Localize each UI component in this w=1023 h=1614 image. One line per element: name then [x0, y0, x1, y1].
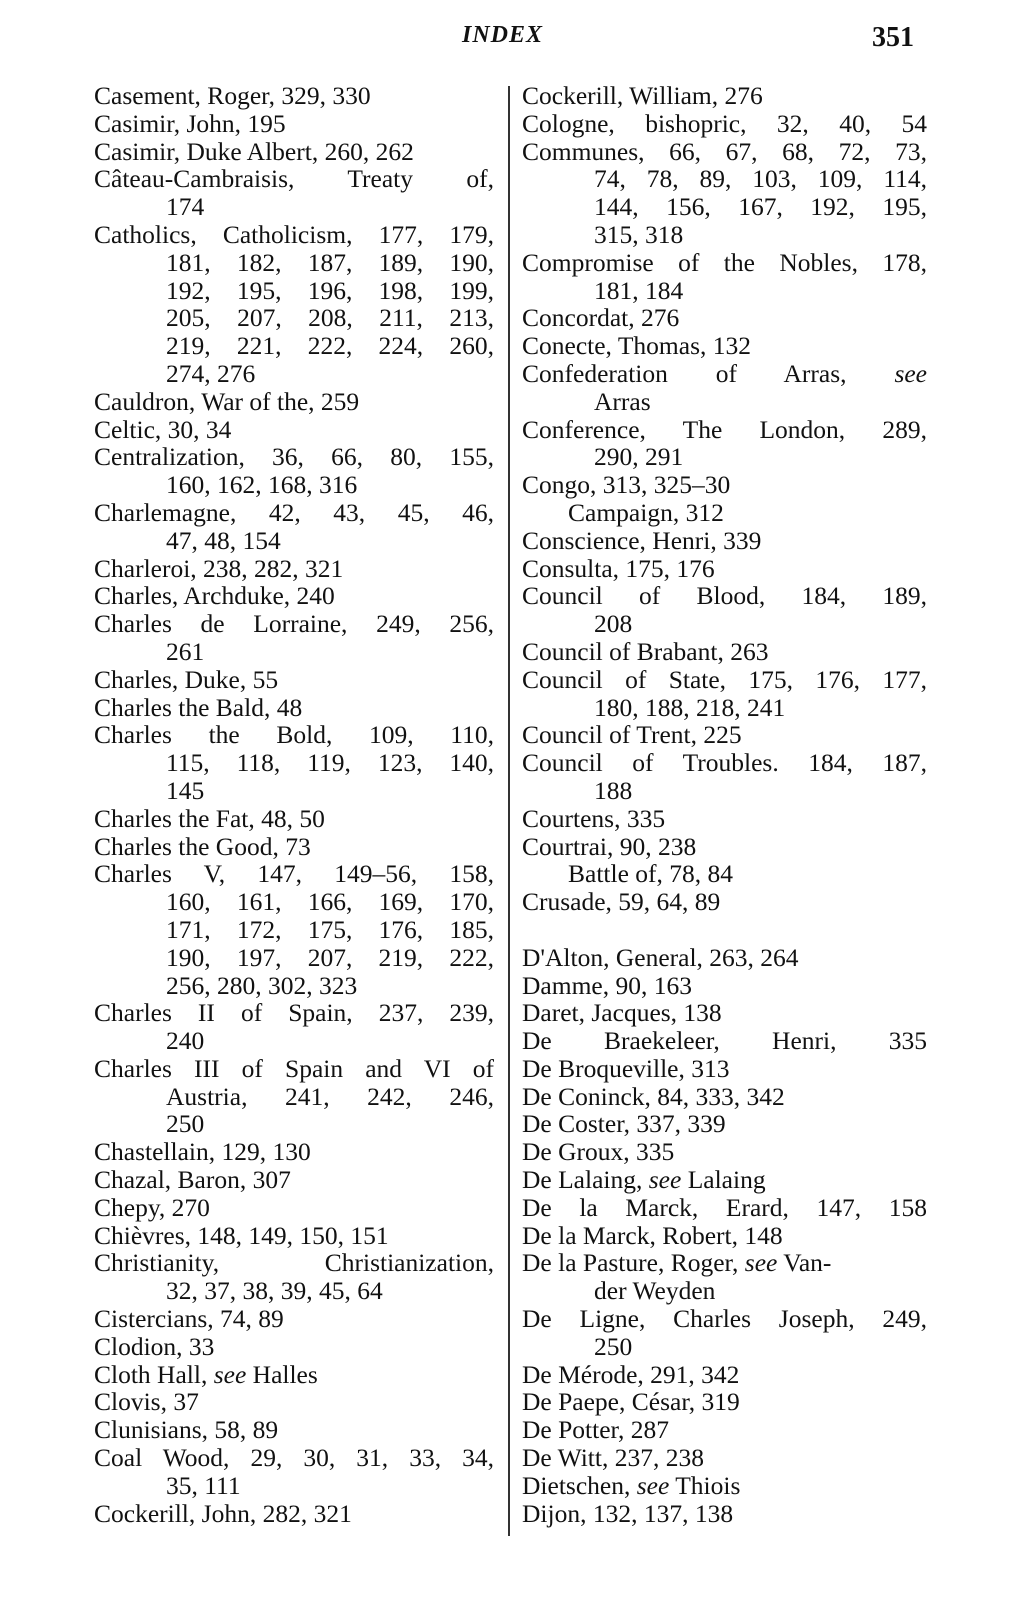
index-entry — [94, 721, 494, 804]
index-entry — [94, 1249, 494, 1305]
index-entry — [522, 555, 927, 583]
index-entry-continuation: 250 — [594, 1331, 633, 1361]
index-entry-line — [522, 1249, 831, 1277]
index-entry — [94, 1222, 494, 1250]
index-entry-text: De Lalaing, — [522, 1165, 649, 1195]
index-entry-continuation: 190, 197, 207, 219, 222, — [166, 942, 494, 972]
index-entry-text: Confederation of Arras, — [522, 358, 895, 388]
index-entry — [94, 610, 494, 666]
index-entry-continuation: 192, 195, 196, 198, 199, — [166, 275, 494, 305]
index-entry-line: Clodion, 33 — [94, 1331, 215, 1361]
index-entry — [94, 416, 494, 444]
index-entry-line: Charles, Archduke, 240 — [94, 581, 335, 611]
index-entry-continuation: 35, 111 — [166, 1470, 241, 1500]
index-entry-text: Dietschen, — [522, 1470, 637, 1500]
column-divider — [508, 86, 510, 1536]
index-entry — [522, 1444, 927, 1472]
index-column-left — [94, 82, 494, 1527]
index-entry — [522, 471, 927, 499]
index-entry — [522, 332, 927, 360]
index-entry — [522, 82, 927, 110]
letter-gap — [522, 916, 927, 944]
index-entry — [522, 1416, 927, 1444]
index-entry-text: Lalaing — [681, 1165, 766, 1195]
index-entry-continuation: 315, 318 — [594, 219, 684, 249]
index-entry — [522, 1361, 927, 1389]
index-entry — [522, 1055, 927, 1083]
index-entry-line: De Coster, 337, 339 — [522, 1109, 726, 1139]
index-entry-line: De la Marck, Erard, 147, 158 — [522, 1192, 927, 1222]
index-entry — [522, 110, 927, 138]
see-reference: see — [744, 1248, 778, 1278]
index-entry — [522, 582, 927, 638]
index-entry-continuation: 160, 162, 168, 316 — [166, 470, 358, 500]
index-entry — [94, 1416, 494, 1444]
index-entry — [522, 499, 927, 527]
index-entry-line: Cockerill, John, 282, 321 — [94, 1498, 352, 1528]
index-entry-line: Casimir, John, 195 — [94, 108, 286, 138]
index-entry-line — [522, 1166, 766, 1194]
index-entry-line: Crusade, 59, 64, 89 — [522, 887, 721, 917]
index-entry-continuation: 171, 172, 175, 176, 185, — [166, 914, 494, 944]
index-entry-line: Council of Blood, 184, 189, — [522, 581, 927, 611]
index-entry-line: De Coninck, 84, 333, 342 — [522, 1081, 785, 1111]
index-entry — [522, 944, 927, 972]
index-entry-line: De Groux, 335 — [522, 1137, 675, 1167]
index-entry — [522, 805, 927, 833]
index-entry-continuation: 180, 188, 218, 241 — [594, 692, 786, 722]
index-entry-continuation: 181, 182, 187, 189, 190, — [166, 247, 494, 277]
index-entry-line: Centralization, 36, 66, 80, 155, — [94, 442, 494, 472]
index-entry — [94, 1055, 494, 1138]
index-entry-line: Council of State, 175, 176, 177, — [522, 664, 927, 694]
index-entry — [94, 694, 494, 722]
index-entry — [522, 1305, 927, 1361]
index-entry — [522, 666, 927, 722]
index-entry-continuation: 261 — [166, 636, 205, 666]
index-entry-continuation: 47, 48, 154 — [166, 525, 281, 555]
index-entry — [522, 749, 927, 805]
index-entry-continuation: 205, 207, 208, 211, 213, — [166, 303, 494, 333]
index-entry-line: Câteau-Cambraisis, Treaty of, — [94, 164, 494, 194]
index-entry-line — [522, 360, 927, 388]
index-entry — [522, 1166, 927, 1194]
index-entry-line: Conscience, Henri, 339 — [522, 525, 762, 555]
index-entry-text: Cloth Hall, — [94, 1359, 214, 1389]
index-entry — [522, 1388, 927, 1416]
index-entry — [94, 582, 494, 610]
index-entry — [94, 666, 494, 694]
index-entry — [522, 1027, 927, 1055]
index-entry-line: Cockerill, William, 276 — [522, 81, 763, 110]
index-entry-line: Cistercians, 74, 89 — [94, 1304, 284, 1334]
index-entry-line — [94, 1361, 318, 1389]
index-entry-line: Campaign, 312 — [568, 497, 724, 527]
index-entry-line: Council of Brabant, 263 — [522, 636, 769, 666]
index-entry-continuation: 240 — [166, 1026, 205, 1056]
index-entry — [94, 1444, 494, 1500]
index-entry-line: Casement, Roger, 329, 330 — [94, 81, 371, 110]
index-entry-line: Charles III of Spain and VI of — [94, 1053, 494, 1083]
index-entry-line: Consulta, 175, 176 — [522, 553, 715, 583]
index-entry-continuation: 32, 37, 38, 39, 45, 64 — [166, 1276, 383, 1306]
index-entry — [522, 721, 927, 749]
index-entry-line: Charles the Fat, 48, 50 — [94, 803, 325, 833]
index-entry — [94, 999, 494, 1055]
index-entry-continuation: 256, 280, 302, 323 — [166, 970, 358, 1000]
see-reference: see — [894, 358, 927, 388]
index-entry — [94, 221, 494, 388]
index-entry-line: Charles the Bald, 48 — [94, 692, 303, 722]
index-entry — [522, 1222, 927, 1250]
index-entry — [522, 833, 927, 861]
index-entry-line: De Braekeleer, Henri, 335 — [522, 1026, 927, 1056]
index-entry — [94, 1500, 494, 1528]
index-entry-line: Charles, Duke, 55 — [94, 664, 279, 694]
index-entry-line: Damme, 90, 163 — [522, 970, 692, 1000]
index-entry-line: Casimir, Duke Albert, 260, 262 — [94, 136, 414, 166]
index-entry-line: Charleroi, 238, 282, 321 — [94, 553, 344, 583]
index-entry-line: Concordat, 276 — [522, 303, 680, 333]
index-entry — [94, 833, 494, 861]
index-entry-line: Chazal, Baron, 307 — [94, 1165, 291, 1195]
index-entry-continuation: 250 — [166, 1109, 205, 1139]
index-entry — [522, 360, 927, 416]
index-entry — [522, 304, 927, 332]
index-entry — [522, 249, 927, 305]
index-entry-line: Coal Wood, 29, 30, 31, 33, 34, — [94, 1443, 494, 1473]
index-entry — [522, 860, 927, 888]
index-entry-continuation: 290, 291 — [594, 442, 684, 472]
index-entry — [94, 1305, 494, 1333]
index-entry-line: Christianity, Christianization, — [94, 1248, 494, 1278]
index-entry-continuation: Arras — [594, 386, 651, 416]
index-entry-line: Compromise of the Nobles, 178, — [522, 247, 927, 277]
index-entry — [522, 972, 927, 1000]
index-entry-text: Thiois — [669, 1470, 741, 1500]
index-column-right — [522, 82, 927, 1527]
index-entry-line: Charles de Lorraine, 249, 256, — [94, 609, 494, 639]
index-entry — [94, 1388, 494, 1416]
index-entry-line: Chièvres, 148, 149, 150, 151 — [94, 1220, 389, 1250]
index-entry-line: Council of Troubles. 184, 187, — [522, 748, 927, 778]
index-entry — [94, 1194, 494, 1222]
index-entry-line: Courtrai, 90, 238 — [522, 831, 697, 861]
index-entry-continuation: 74, 78, 89, 103, 109, 114, — [594, 164, 927, 194]
index-entry — [522, 527, 927, 555]
index-entry-line: Conference, The London, 289, — [522, 414, 927, 444]
index-entry — [94, 1361, 494, 1389]
index-entry-line: Clunisians, 58, 89 — [94, 1415, 279, 1445]
index-entry-line: Charlemagne, 42, 43, 45, 46, — [94, 497, 494, 527]
index-entry-line: Congo, 313, 325–30 — [522, 470, 731, 500]
index-entry-line: Conecte, Thomas, 132 — [522, 331, 751, 361]
index-entry-text: Van- — [777, 1248, 832, 1278]
index-entry-continuation: Austria, 241, 242, 246, — [166, 1081, 494, 1111]
page-number: 351 — [872, 22, 914, 53]
index-entry — [522, 999, 927, 1027]
index-entry-line: Catholics, Catholicism, 177, 179, — [94, 219, 494, 249]
index-entry-continuation: 160, 161, 166, 169, 170, — [166, 887, 494, 917]
index-entry-continuation: 208 — [594, 609, 633, 639]
index-entry-text: De la Pasture, Roger, — [522, 1248, 745, 1278]
index-entry-continuation: 144, 156, 167, 192, 195, — [594, 192, 927, 222]
index-entry — [94, 1333, 494, 1361]
index-entry-line: Charles II of Spain, 237, 239, — [94, 998, 494, 1028]
index-entry — [522, 1249, 927, 1305]
index-entry — [94, 805, 494, 833]
index-entry — [94, 499, 494, 555]
index-entry-line: De la Marck, Robert, 148 — [522, 1220, 783, 1250]
index-entry — [522, 416, 927, 472]
index-entry — [522, 138, 927, 249]
see-reference: see — [636, 1470, 670, 1500]
index-entry — [522, 1500, 927, 1528]
index-entry-line: De Ligne, Charles Joseph, 249, — [522, 1304, 927, 1334]
index-entry-line: Clovis, 37 — [94, 1387, 199, 1417]
index-entry-line: D'Alton, General, 263, 264 — [522, 942, 799, 972]
index-entry — [94, 860, 494, 999]
index-entry-line: Charles the Bold, 109, 110, — [94, 720, 494, 750]
index-entry — [522, 638, 927, 666]
index-entry-line: Courtens, 335 — [522, 803, 666, 833]
index-entry-line: Council of Trent, 225 — [522, 720, 742, 750]
index-entry-continuation: 145 — [166, 775, 205, 805]
index-entry — [94, 165, 494, 221]
index-entry-line: Charles the Good, 73 — [94, 831, 311, 861]
index-entry-line: Chepy, 270 — [94, 1192, 210, 1222]
index-entry — [522, 1083, 927, 1111]
index-entry-line — [522, 1472, 740, 1500]
index-entry — [94, 1138, 494, 1166]
index-entry-line: Charles V, 147, 149–56, 158, — [94, 859, 494, 889]
index-entry-continuation: 181, 184 — [594, 275, 684, 305]
index-entry-continuation: der Weyden — [594, 1276, 716, 1306]
index-entry — [522, 1472, 927, 1500]
index-entry-continuation: 188 — [594, 775, 633, 805]
index-entry-line: Dijon, 132, 137, 138 — [522, 1498, 734, 1528]
see-reference: see — [213, 1359, 247, 1389]
index-entry-continuation: 115, 118, 119, 123, 140, — [166, 748, 494, 778]
index-entry — [94, 82, 494, 110]
index-entry — [94, 138, 494, 166]
index-entry-continuation: 219, 221, 222, 224, 260, — [166, 331, 494, 361]
index-entry — [94, 443, 494, 499]
index-entry-line: De Potter, 287 — [522, 1415, 669, 1445]
index-entry — [522, 1110, 927, 1138]
index-entry — [94, 388, 494, 416]
index-entry — [522, 1138, 927, 1166]
index-entry-line: Cauldron, War of the, 259 — [94, 386, 360, 416]
index-entry-line: Cologne, bishopric, 32, 40, 54 — [522, 108, 927, 138]
index-entry — [522, 1194, 927, 1222]
index-entry — [94, 555, 494, 583]
index-entry-line: De Witt, 237, 238 — [522, 1443, 704, 1473]
index-entry-line: De Broqueville, 313 — [522, 1053, 730, 1083]
index-entry-line: Communes, 66, 67, 68, 72, 73, — [522, 136, 927, 166]
index-entry-continuation: 174 — [166, 192, 205, 222]
index-entry — [94, 1166, 494, 1194]
index-entry-text: Halles — [246, 1359, 318, 1389]
index-entry — [94, 110, 494, 138]
index-entry — [522, 888, 927, 916]
index-entry-line: Battle of, 78, 84 — [568, 859, 734, 889]
page-header-title: INDEX — [462, 22, 544, 48]
index-entry-line: Daret, Jacques, 138 — [522, 998, 722, 1028]
index-entry-line: Chastellain, 129, 130 — [94, 1137, 311, 1167]
see-reference: see — [648, 1165, 682, 1195]
index-entry-line: Celtic, 30, 34 — [94, 414, 232, 444]
index-entry-line: De Mérode, 291, 342 — [522, 1359, 740, 1389]
index-entry-continuation: 274, 276 — [166, 358, 256, 388]
index-entry-line: De Paepe, César, 319 — [522, 1387, 740, 1417]
